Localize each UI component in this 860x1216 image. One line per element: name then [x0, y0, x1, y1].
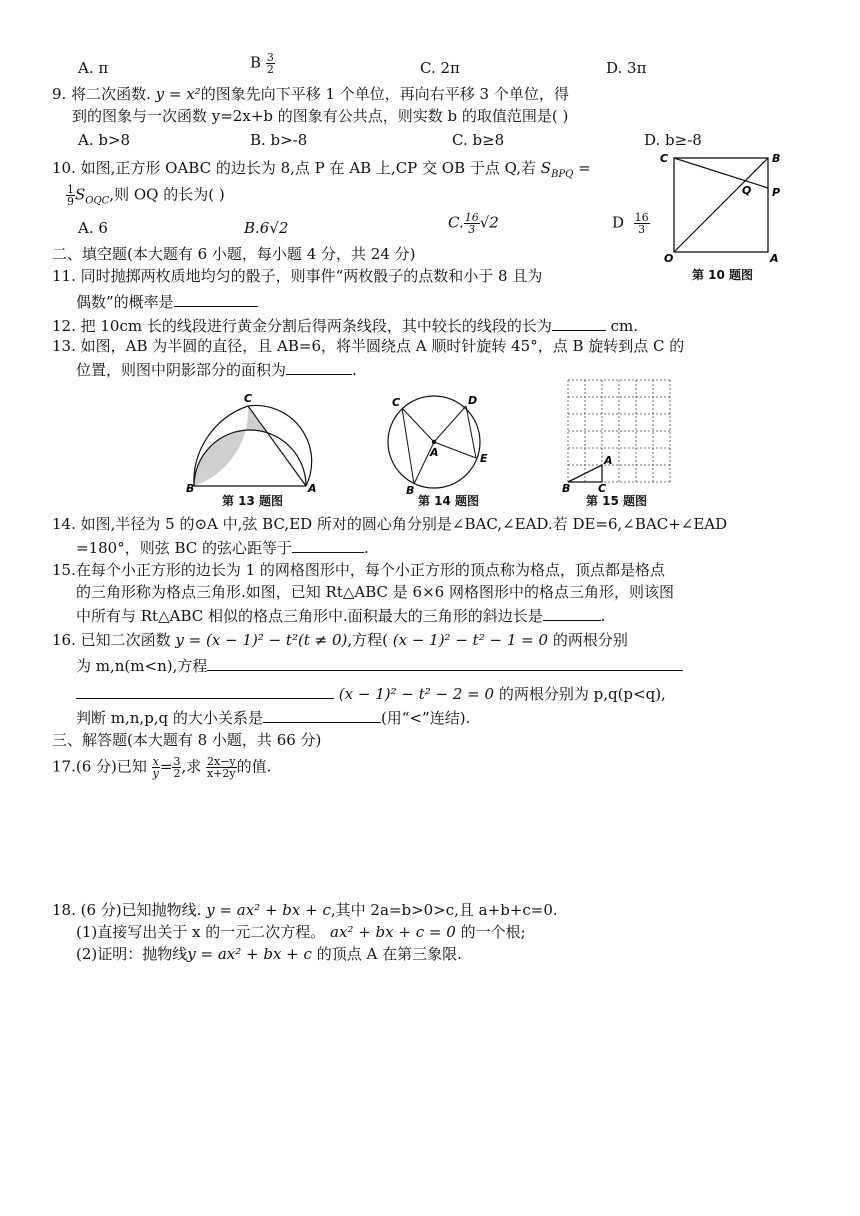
q15-line1: 15.在每个小正方形的边长为 1 的网格图形中，每个小正方形的顶点称为格点，顶点都是格点 [52, 561, 665, 579]
segment-ae [434, 442, 476, 458]
rotated-semicircle [248, 405, 312, 486]
label-a: A [308, 482, 317, 494]
q9-option-d: D. b≥-8 [644, 131, 702, 149]
q9-option-a: A. b>8 [78, 131, 131, 149]
q18-line1: 18. (6 分)已知抛物线. y = ax² + bx + c,其中 2a=b>0>c,且 a+b+c=0. [52, 901, 558, 919]
answer-blank[interactable] [207, 654, 683, 671]
label-c: C [244, 392, 253, 405]
answer-blank[interactable] [292, 536, 364, 553]
q10-option-b: B.6√2 [244, 219, 289, 237]
figure-13 [184, 386, 330, 494]
figure-15 [560, 374, 680, 494]
fraction: $\frac{2x-y}{x+2y}$ [207, 755, 236, 780]
q8-option-d: D. 3π [606, 59, 647, 77]
q13-line1: 13. 如图，AB 为半圆的直径，且 AB=6，将半圆绕点 A 顺时针旋转 45°，点 B 旋转到点 C 的 [52, 337, 685, 355]
q16-line1: 16. 已知二次函数 y = (x − 1)² − t²(t ≠ 0),方程( (x − 1)² − t² − 1 = 0 的两根分别 [52, 631, 628, 649]
q11-line1: 11. 同时抛掷两枚质地均匀的骰子，则事件“两枚骰子的点数和小于 8 且为 [52, 267, 543, 285]
q9-option-c: C. b≥8 [452, 131, 505, 149]
q13-line2: 位置，则图中阴影部分的面积为 . [76, 358, 357, 380]
q18-line3: (2)证明：抛物线y = ax² + bx + c 的顶点 A 在第三象限. [76, 945, 462, 963]
label-b: B [186, 482, 195, 494]
q15-line3: 中所有与 Rt△ABC 相似的格点三角形中.面积最大的三角形的斜边长是 . [76, 604, 606, 626]
q16-line3: (x − 1)² − t² − 2 = 0 的两根分别为 p,q(p<q), [76, 682, 666, 704]
q10-option-d: D $\frac{16}{3}$ [612, 211, 649, 236]
answer-blank[interactable] [552, 314, 606, 331]
label-a: A [430, 446, 439, 459]
label-a: A [604, 454, 613, 467]
q14-line2: =180°，则弦 BC 的弦心距等于 . [76, 536, 369, 558]
fraction: $\frac{16}{3}$ [634, 211, 649, 236]
q8-option-c: C. 2π [420, 59, 460, 77]
label-d: D [468, 394, 478, 407]
label-b: B [772, 152, 781, 165]
label-a: A [770, 252, 779, 265]
q9-line2: 到的图象与一次函数 y=2x+b 的图象有公共点，则实数 b 的取值范围是( ) [72, 107, 569, 125]
figure-15-caption: 第 15 题图 [586, 494, 648, 508]
q18-line2: (1)直接写出关于 x 的一元二次方程。 ax² + bx + c = 0 的一个根; [76, 923, 526, 941]
figure-13-caption: 第 13 题图 [222, 494, 284, 508]
center-point [432, 440, 436, 444]
triangle-abc [568, 465, 602, 482]
q10-line2: $\frac{1}{9}$ $S_{OQC}$,则 OQ 的长为( ) [67, 183, 225, 208]
label-c: C [598, 482, 607, 494]
fraction: $\frac{3}{2}$ [266, 51, 274, 76]
label-c: C [660, 152, 669, 165]
label-e: E [480, 452, 488, 465]
label-c: C [392, 396, 401, 409]
figure-10 [656, 150, 786, 266]
section-3-title: 三、解答题(本大题有 8 小题，共 66 分) [52, 731, 322, 749]
fraction: $\frac{x}{y}$ [152, 755, 159, 780]
line-cp [674, 158, 768, 188]
q16-line2: 为 m,n(m<n),方程 [76, 654, 683, 676]
fraction: $\frac{1}{9}$ [67, 183, 74, 208]
segment-ad [434, 406, 466, 442]
q10-option-c: C. $\frac{16}{3}$ √2 [448, 211, 499, 236]
q8-option-b: B $\frac{3}{2}$ [250, 51, 274, 76]
label-p: P [772, 186, 781, 199]
q12-line: 12. 把 10cm 长的线段进行黄金分割后得两条线段，其中较长的线段的长为 cm. [52, 314, 638, 336]
fraction: $\frac{16}{3}$ [464, 211, 479, 236]
q14-line1: 14. 如图,半径为 5 的⊙A 中,弦 BC,ED 所对的圆心角分别是∠BAC,∠EAD.若 DE=6,∠BAC+∠EAD [52, 515, 728, 533]
q9-option-b: B. b>-8 [250, 131, 308, 149]
q10-option-a: A. 6 [78, 219, 108, 237]
label-q: Q [742, 184, 752, 197]
figure-14 [384, 390, 496, 496]
q15-line2: 的三角形称为格点三角形.如图，已知 Rt△ABC 是 6×6 网格图形中的格点三角形，则该图 [76, 583, 674, 601]
line-ob [674, 158, 768, 252]
figure-14-caption: 第 14 题图 [418, 494, 480, 508]
q17-line: 17.(6 分)已知 $\frac{x}{y}$ = $\frac{3}{2}$ ,求 $\frac{2x-y}{x+2y}$ 的值. [52, 755, 272, 780]
label-o: O [664, 252, 674, 265]
q8-option-a: A. π [78, 59, 109, 77]
figure-10-caption: 第 10 题图 [692, 268, 754, 282]
label-b: B [562, 482, 571, 494]
answer-blank[interactable] [76, 682, 334, 699]
section-2-title: 二、填空题(本大题有 6 小题，每小题 4 分，共 24 分) [52, 245, 416, 263]
answer-blank[interactable] [286, 358, 352, 375]
grid [568, 380, 670, 482]
answer-blank[interactable] [543, 604, 601, 621]
fraction: $\frac{3}{2}$ [173, 755, 181, 780]
q10-line1: 10. 如图,正方形 OABC 的边长为 8,点 P 在 AB 上,CP 交 OB 于点 Q,若 $S_{BPQ}$ = [52, 159, 591, 180]
answer-blank[interactable] [174, 290, 258, 307]
q11-line2: 偶数”的概率是 [76, 290, 258, 312]
answer-blank[interactable] [263, 706, 381, 723]
q16-line4: 判断 m,n,p,q 的大小关系是 (用“<”连结). [76, 706, 470, 728]
q9-line1: 9. 将二次函数. y = x²的图象先向下平移 1 个单位，再向右平移 3 个单位，得 [52, 85, 569, 103]
label-b: B [406, 484, 415, 496]
